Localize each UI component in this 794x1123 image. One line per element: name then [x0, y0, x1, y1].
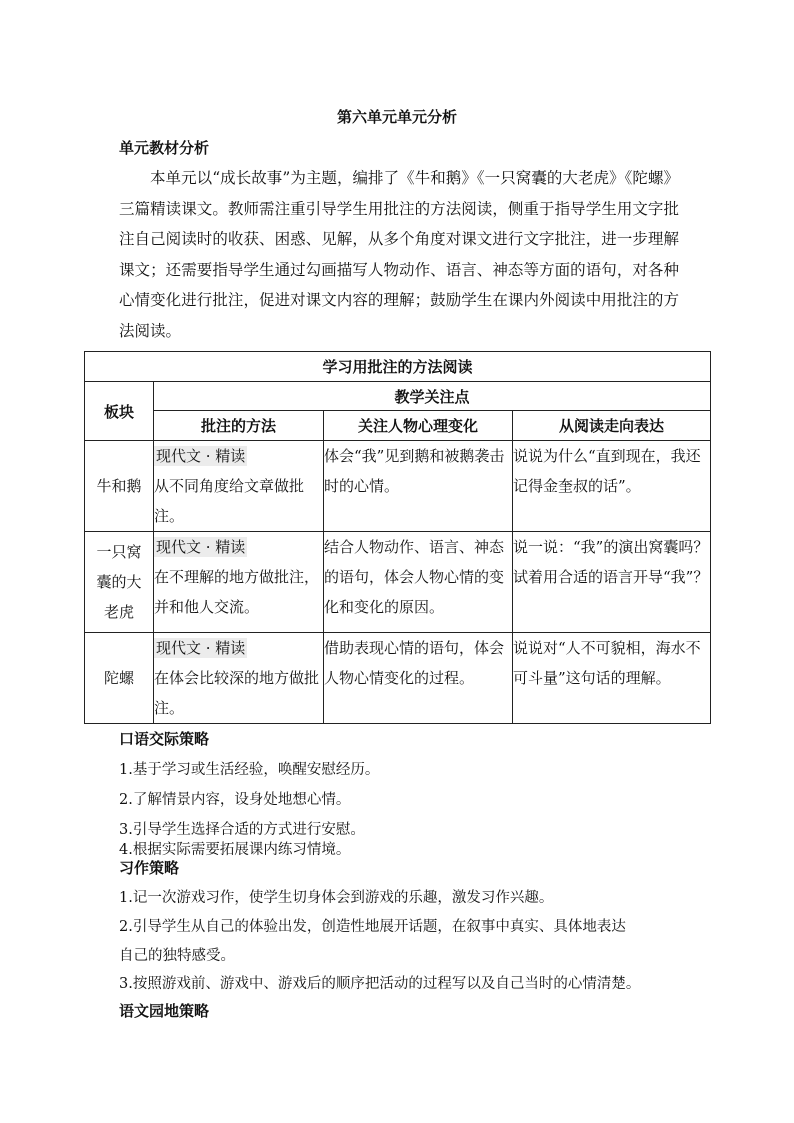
list-item: 自己的独特感受。 [119, 948, 235, 964]
header-annotation-method: 批注的方法 [154, 411, 324, 441]
lesson-name: 一只窝囊的大老虎 [85, 532, 154, 633]
material-analysis-paragraph: 本单元以“成长故事”为主题，编排了《牛和鹅》《一只窝囊的大老虎》《陀螺》三篇精读课文。教师需注重引导学生用批注的方法阅读，侧重于指导学生用文字批注自己阅读时的收获、困惑、见解，从多个角度对课文进行文字批注，进一步理解课文；还需要指导学生通过勾画描写人物动作、语言、神态等方面的语句，对各种心情变化进行批注，促进对课文内容的理解；鼓励学生在课内外阅读中用批注的方法阅读。 [119, 169, 679, 340]
header-reading-to-expression: 从阅读走向表达 [513, 411, 711, 441]
table-row [85, 532, 711, 633]
section-heading-oral: 口语交际策略 [119, 730, 210, 748]
section-heading-garden: 语文园地策略 [119, 1002, 210, 1020]
lesson-type-tag: 现代文 · 精读 [156, 639, 246, 657]
list-item: 2.引导学生从自己的体验出发，创造性地展开话题，在叙事中真实、具体地表达 [119, 919, 626, 935]
list-item: 2.了解情景内容，设身处地想心情。 [119, 792, 351, 808]
list-item: 1.记一次游戏习作，使学生切身体会到游戏的乐趣，激发习作兴趣。 [119, 890, 554, 906]
header-psychology-change: 关注人物心理变化 [324, 411, 513, 441]
method-text: 在不理解的地方做批注，并和他人交流。 [154, 568, 320, 616]
lesson-type-tag: 现代文 · 精读 [156, 447, 246, 465]
table-caption: 学习用批注的方法阅读 [85, 352, 711, 382]
annotation-method-table [84, 351, 711, 724]
expression-cell: 说一说：“我”的演出窝囊吗？试着用合适的语言开导“我”？ [513, 532, 711, 633]
expression-cell: 说说为什么“直到现在，我还记得金奎叔的话”。 [513, 441, 711, 532]
list-item: 4.根据实际需要拓展课内练习情境。 [119, 842, 351, 858]
lesson-name: 牛和鹅 [85, 441, 154, 532]
psychology-cell: 体会“我”见到鹅和被鹅袭击时的心情。 [324, 441, 513, 532]
header-teaching-focus: 教学关注点 [154, 382, 711, 411]
section-heading-material-analysis: 单元教材分析 [119, 139, 210, 157]
list-item: 3.引导学生选择合适的方式进行安慰。 [119, 822, 365, 838]
expression-cell: 说说对“人不可貌相，海水不可斗量”这句话的理解。 [513, 633, 711, 724]
table-row [85, 441, 711, 532]
lesson-name: 陀螺 [85, 633, 154, 724]
header-block: 板块 [85, 382, 154, 441]
method-text: 在体会比较深的地方做批注。 [154, 669, 320, 717]
section-heading-writing: 习作策略 [119, 859, 180, 877]
method-cell [154, 532, 324, 633]
method-text: 从不同角度给文章做批注。 [154, 477, 305, 525]
lesson-type-tag: 现代文 · 精读 [156, 538, 246, 556]
table-row [85, 633, 711, 724]
psychology-cell: 结合人物动作、语言、神态的语句，体会人物心情的变化和变化的原因。 [324, 532, 513, 633]
method-cell [154, 633, 324, 724]
psychology-cell: 借助表现心情的语句，体会人物心情变化的过程。 [324, 633, 513, 724]
list-item: 3.按照游戏前、游戏中、游戏后的顺序把活动的过程写以及自己当时的心情清楚。 [119, 976, 641, 992]
method-cell [154, 441, 324, 532]
page-title: 第六单元单元分析 [336, 108, 457, 126]
list-item: 1.基于学习或生活经验，唤醒安慰经历。 [119, 762, 380, 778]
